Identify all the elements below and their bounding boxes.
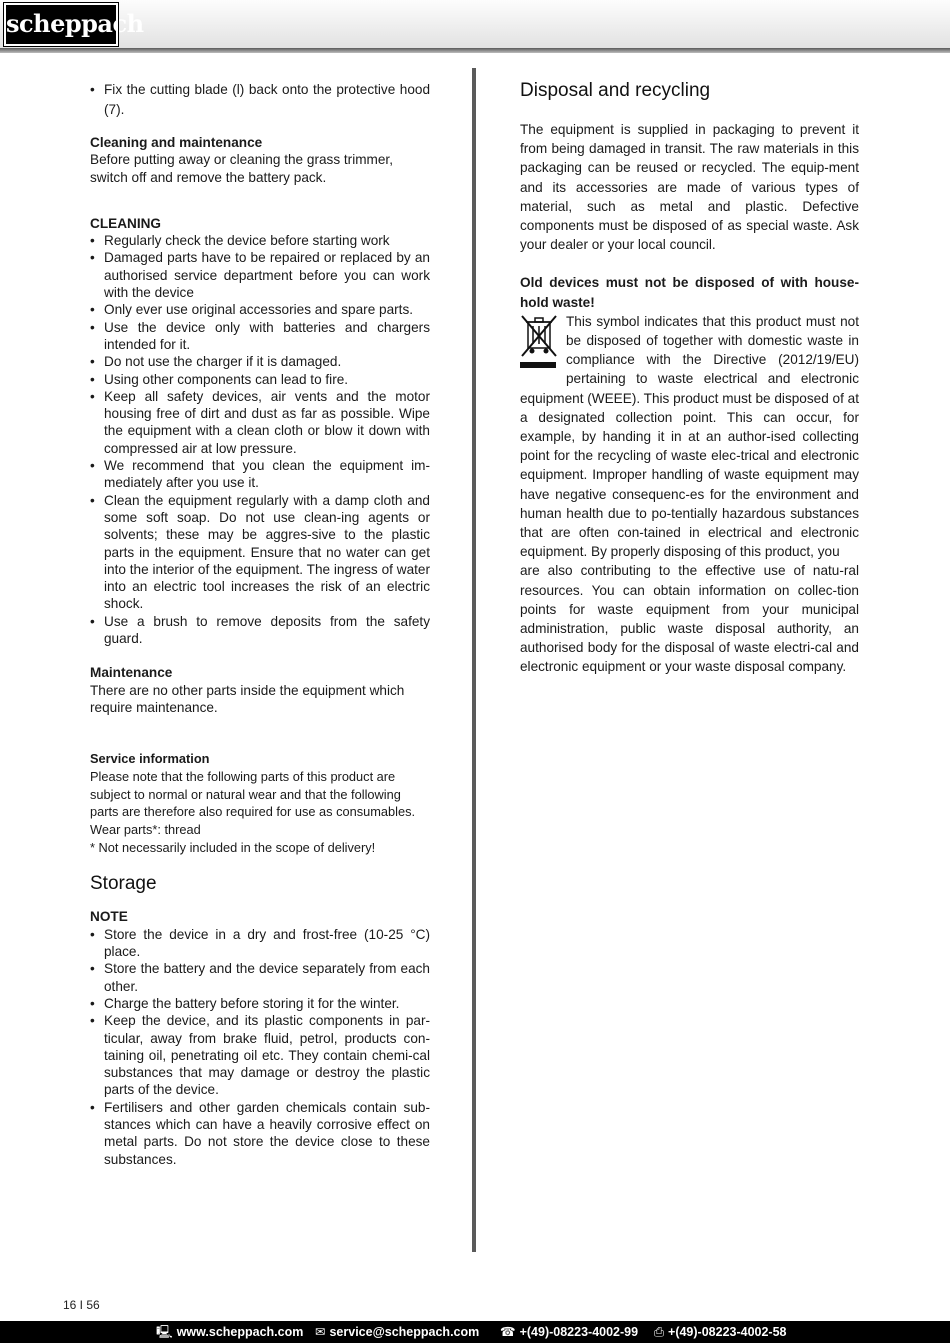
email-link[interactable]: service@scheppach.com	[329, 1325, 480, 1339]
list-item: • Fix the cutting blade (l) back onto the protective hood (7).	[90, 80, 430, 119]
service-line: parts are therefore also required for use as consumables.	[90, 804, 416, 820]
storage-note-heading: NOTE	[90, 909, 128, 925]
list-item: • Only ever use original accessories and spare parts.	[90, 301, 430, 318]
disposal-paragraph: The equipment is supplied in packaging to prevent it from being damaged in transit. The raw materials in this packaging can be reused or recycled. The equip-ment and its accessories are made of various types of material, such as metal and plastic. Defective components must be disposed of as special waste. Ask your dealer or your local council.	[520, 122, 859, 253]
service-line: subject to normal or natural wear and that the following	[90, 786, 401, 802]
fax-icon: ⎙	[654, 1325, 665, 1339]
phone-icon: ☎︎	[500, 1325, 516, 1339]
list-item: • Keep all safety devices, air vents and the motor housing free of dirt and dust as far as possible. Wipe the equipment with a clean cloth or blow it down with compressed air at low pressure.	[90, 388, 430, 457]
service-line: * Not necessarily included in the scope of delivery!	[90, 839, 376, 855]
weee-text: This symbol indicates that this product must not be disposed of together with domestic waste in compliance with the Directive (2012/19/EU) pertaining to waste electrical and electronic equipment (WEEE). This product must be disposed of at a designated collection point. This can occur, for example, by handing it in at an author-ised collecting point for the recycling of waste elec-trical and electronic equipment. Improper handling of waste equipment may have negative consequenc-es for the environment and human health due to po-tentially hazardous substances that are often con-tained in electrical and electronic equipment. By properly disposing of this product, you	[520, 313, 860, 560]
list-item: • Regularly check the device before starting work	[90, 232, 430, 249]
cleaning-heading: CLEANING	[90, 215, 161, 231]
list-item: • Use a brush to remove deposits from the safety guard.	[90, 613, 430, 648]
header-divider	[0, 48, 950, 53]
mail-icon: ✉︎	[315, 1325, 326, 1339]
list-item: • Clean the equipment regularly with a damp cloth and some soft soap. Do not use clean-ing agents or solvents; these may be aggres-sive to the plastic parts in the equipment. Ensure that no water can get into the interior of the equipment. The ingress of water into an electric tool increases the risk of an electric shock.	[90, 492, 430, 613]
right-column	[520, 80, 859, 677]
column-divider	[472, 68, 476, 1252]
list-item: • Charge the battery before storing it for the winter.	[90, 995, 430, 1012]
page-number: 16 I 56	[63, 1298, 100, 1312]
service-line: Please note that the following parts of this product are	[90, 768, 396, 784]
list-item: • Store the battery and the device separately from each other.	[90, 960, 430, 995]
cleaning-maintenance-heading: Cleaning and maintenance	[90, 135, 263, 150]
list-item: • Do not use the charger if it is damaged.	[90, 353, 430, 370]
page-header	[0, 0, 950, 48]
computer-icon: 🖳︎	[156, 1325, 173, 1339]
cleaning-list	[90, 232, 430, 647]
footer-fax	[654, 1321, 787, 1343]
weee-section	[520, 312, 859, 562]
footer-website[interactable]	[156, 1321, 303, 1343]
storage-heading: Storage	[90, 873, 157, 895]
list-item: • Use the device only with batteries and chargers intended for it.	[90, 319, 430, 354]
footer-email[interactable]	[315, 1321, 479, 1343]
page-footer	[0, 1321, 950, 1343]
footer-phone	[500, 1321, 638, 1343]
storage-list	[90, 926, 430, 1168]
website-link[interactable]: www.scheppach.com	[176, 1325, 304, 1339]
list-item: • Store the device in a dry and frost-free (10-25 °C) place.	[90, 926, 430, 961]
list-item: • Keep the device, and its plastic components in par-ticular, away from brake fluid, petrol, products con-taining oil, penetrating oil etc. They contain chemi-cal substances that may damage or destroy the plastic parts of the device.	[90, 1012, 430, 1098]
fax-number: +(49)-08223-4002-58	[668, 1325, 787, 1339]
phone-number: +(49)-08223-4002-99	[519, 1325, 639, 1339]
service-heading: Service information	[90, 751, 210, 767]
maintenance-text: There are no other parts inside the equipment which require maintenance.	[90, 682, 405, 715]
list-item: • Using other components can lead to fire.	[90, 371, 430, 388]
intro-bullet-list	[90, 80, 430, 119]
left-column	[90, 80, 430, 1168]
list-item: • We recommend that you clean the equipment im-mediately after you use it.	[90, 457, 430, 492]
disposal-heading: Disposal and recycling	[520, 80, 711, 101]
household-waste-warning: Old devices must not be disposed of with house-hold waste!	[520, 275, 859, 310]
weee-text-continued: are also contributing to the effective use of natu-ral resources. You can obtain information on collec-tion points for waste equipment from your municipal administration, public waste disposal authority, an authorised body for the disposal of waste electri-cal and electronic equipment or your waste disposal company.	[520, 563, 859, 675]
scheppach-logo: scheppach	[4, 3, 118, 46]
service-information	[90, 750, 430, 856]
service-line: Wear parts*: thread	[90, 822, 201, 838]
maintenance-heading: Maintenance	[90, 665, 173, 681]
cleaning-maintenance-text: Before putting away or cleaning the grass trimmer, switch off and remove the battery pack.	[90, 152, 393, 185]
list-item: • Damaged parts have to be repaired or replaced by an authorised service department before you can work with the device	[90, 249, 430, 301]
crossed-out-bin-icon	[520, 314, 558, 372]
list-item: • Fertilisers and other garden chemicals contain sub-stances which can have a heavily corrosive effect on metal parts. Do not store the device close to these substances.	[90, 1099, 430, 1168]
